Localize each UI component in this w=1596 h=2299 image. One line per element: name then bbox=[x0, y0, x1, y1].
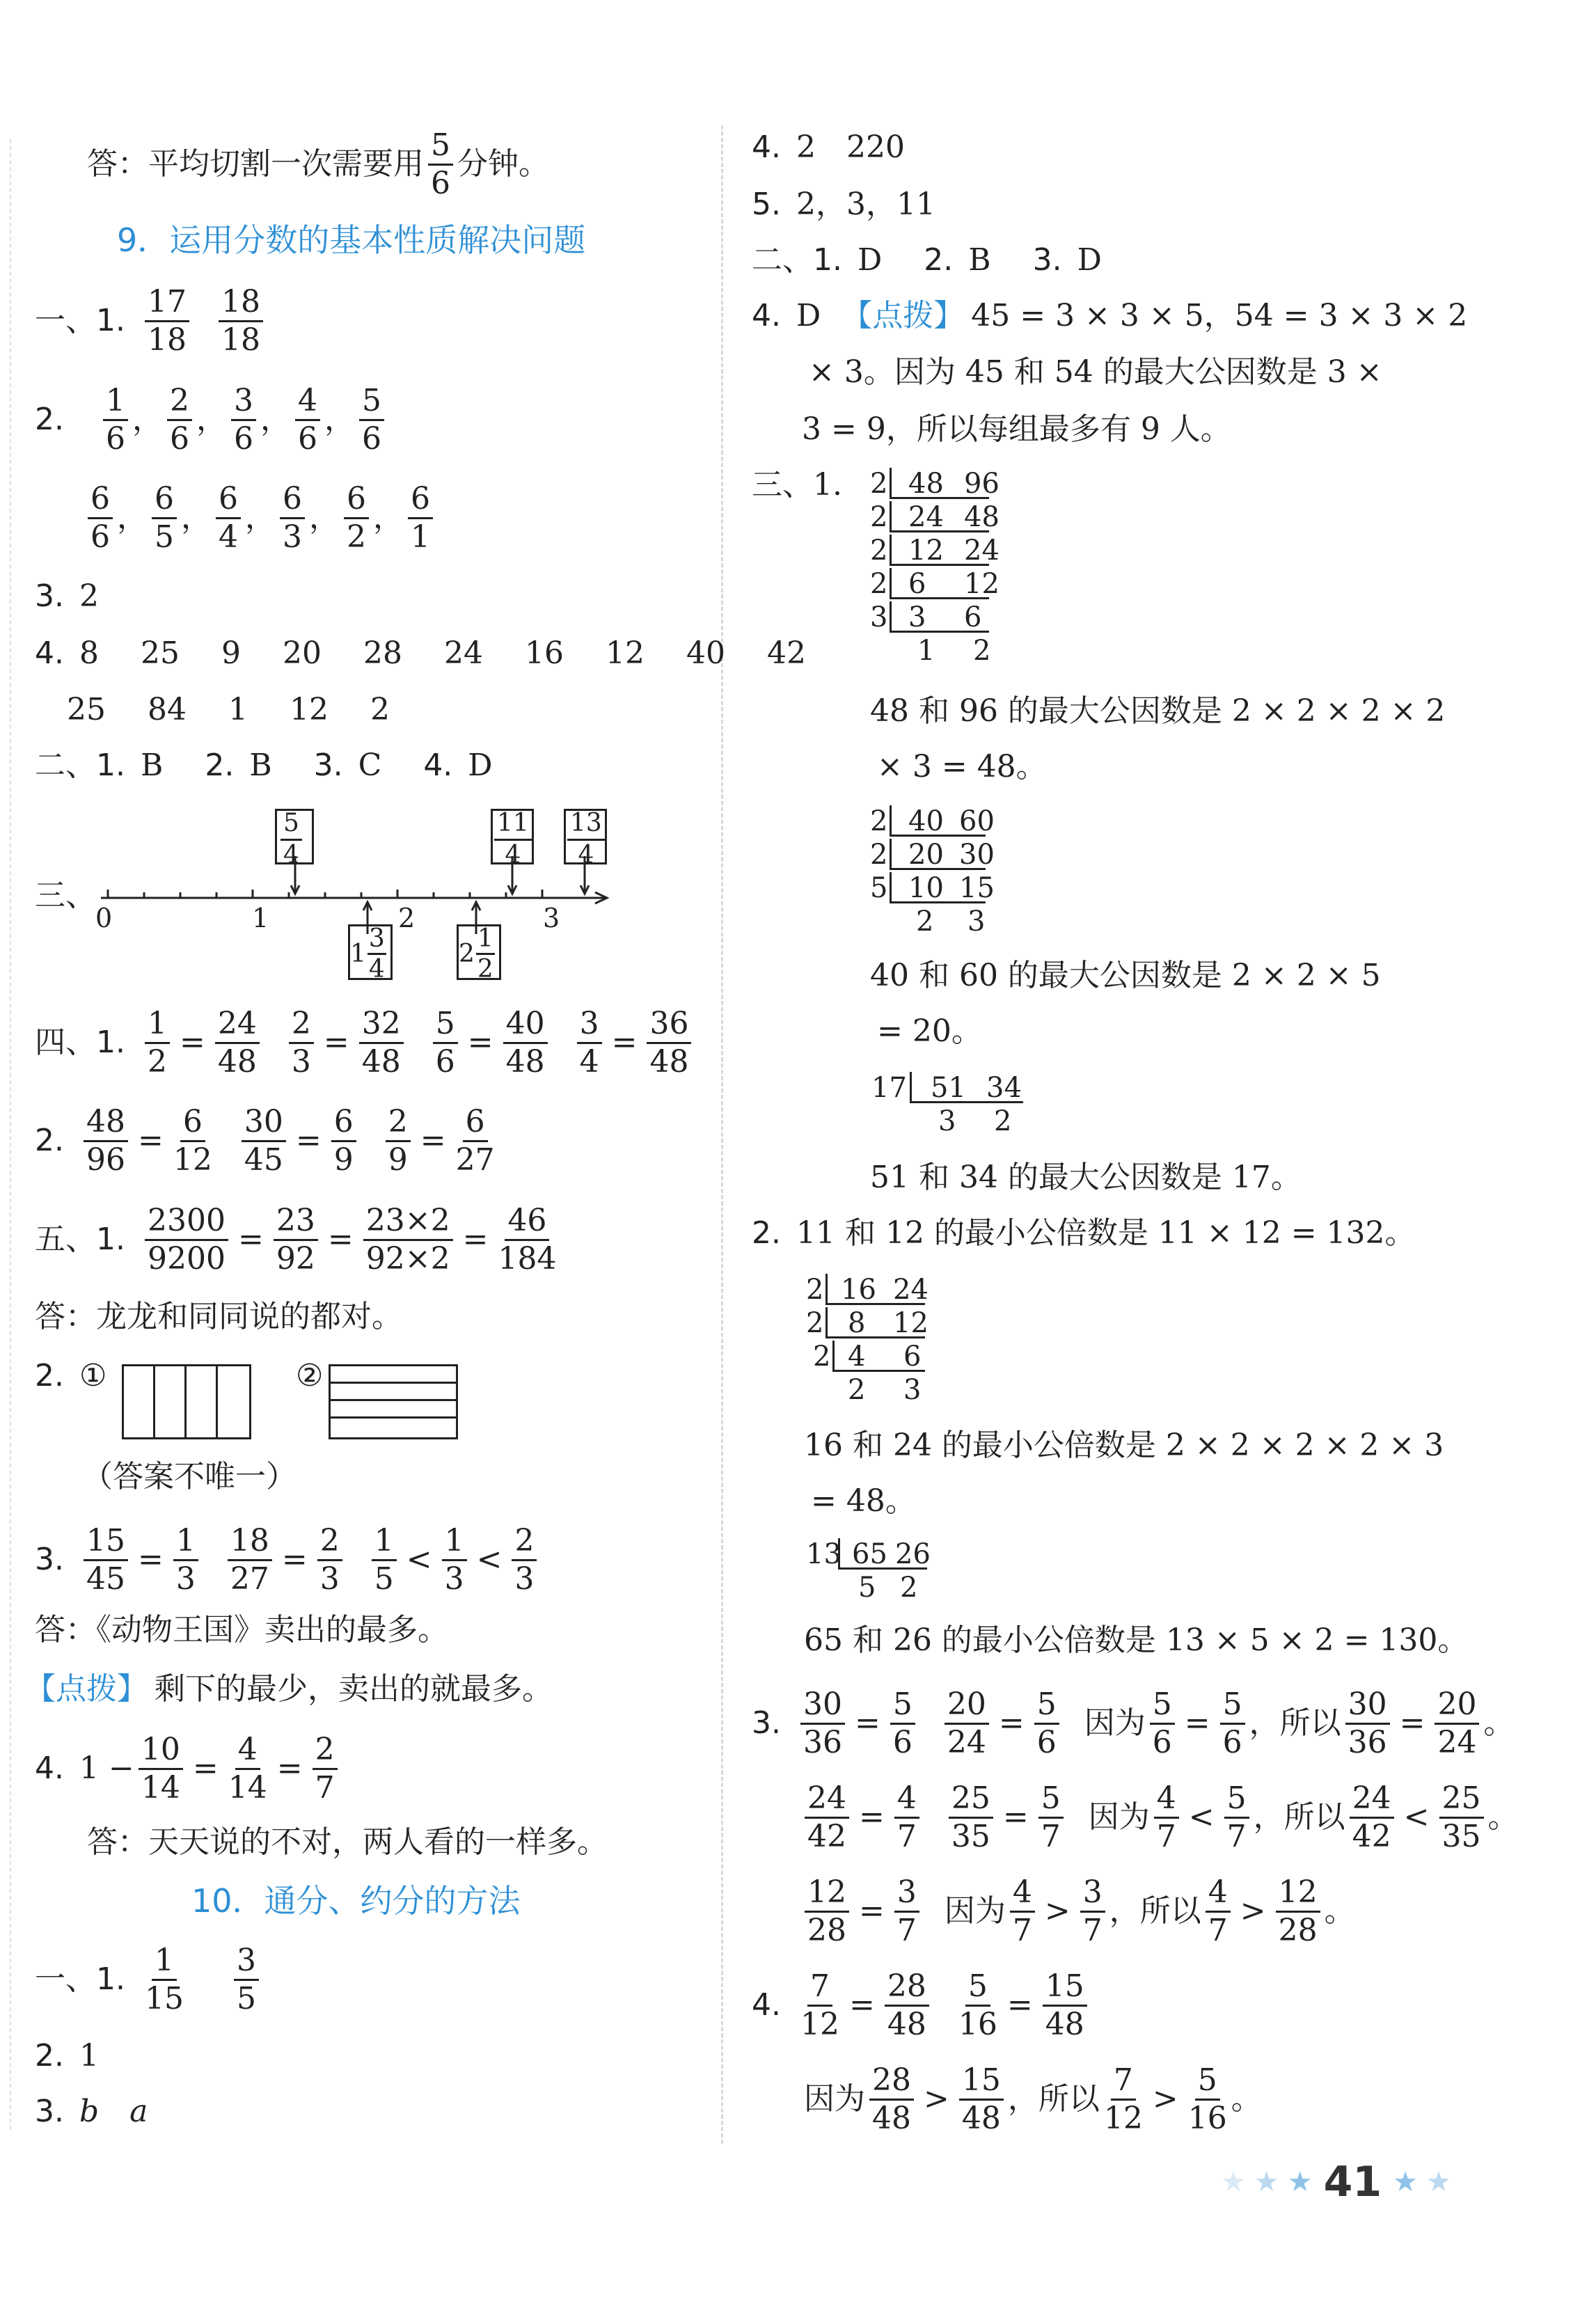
page-number: 41 bbox=[1323, 2158, 1382, 2206]
tip-1: 【点拨】 剩下的最少，卖出的就最多。 bbox=[25, 1671, 553, 1707]
tick-label-2: 2 bbox=[398, 903, 416, 933]
star-icon: ★ bbox=[1425, 2166, 1451, 2198]
label-13-4: $\frac{13}{4}$ bbox=[563, 810, 609, 869]
r-q4: 4. 2 220 bbox=[752, 129, 905, 165]
q2-choices: 二、1. B 2. B 3. C 4. D bbox=[35, 748, 493, 783]
r-lcm-65-26: 65 和 26 的最小公倍数是 13 × 5 × 2 = 130。 bbox=[804, 1622, 1469, 1658]
q5-1-answer: 答：龙龙和同同说的都对。 bbox=[35, 1299, 402, 1334]
split-line bbox=[153, 1364, 155, 1437]
s10-q1-1: 一、1. $\frac{1}{15}$ $\frac{3}{5}$ bbox=[35, 1944, 263, 2015]
split-line bbox=[216, 1364, 218, 1437]
r-q3-3c: $\frac{12}{28}$ = $\frac{3}{7}$ 因为 $\frac{4}{7}$ > $\frac{3}{7}$ ，所以 $\frac{4}{7}$ > $\frac{12}{28}$ 。 bbox=[800, 1876, 1355, 1947]
s10-q3: 3. b a bbox=[35, 2094, 148, 2129]
q1-2b: $\frac{6}{6}$ ， $\frac{6}{5}$ ， $\frac{6}{4}$ ， $\frac{6}{3}$ ， $\frac{6}{2}$ ， $\frac{6}{1}$ bbox=[84, 482, 437, 553]
s10-q2: 2. 1 bbox=[35, 2038, 99, 2073]
r-q4-tip-b: × 3。因为 45 和 54 的最大公因数是 3 × bbox=[809, 354, 1382, 390]
q1-1: 一、1. $\frac{17}{18}$ $\frac{18}{18}$ bbox=[35, 285, 267, 356]
r-q3-4a: 4. $\frac{7}{12}$ = $\frac{28}{48}$ $\frac{5}{16}$ = $\frac{15}{48}$ bbox=[752, 1970, 1091, 2041]
split-line bbox=[329, 1382, 456, 1384]
q1-3: 3. 2 bbox=[35, 578, 99, 614]
q5-3: 3. $\frac{15}{45}$ = $\frac{1}{3}$ $\frac{18}{27}$ = $\frac{2}{3}$ $\frac{1}{5}$ < $\frac{1}{3}$ < $\frac{2}{3}$ bbox=[35, 1524, 541, 1595]
label-2-1-2: 2 $\frac{1}{2}$ bbox=[459, 924, 493, 983]
q5-4: 4. 1 − $\frac{10}{14}$ = $\frac{4}{14}$ = $\frac{2}{7}$ bbox=[35, 1733, 342, 1804]
r-gcf-40-60-b: = 20。 bbox=[877, 1013, 982, 1049]
q5-2-note: （答案不唯一） bbox=[82, 1459, 297, 1494]
q4-1: 四、1. $\frac{1}{2}$ = $\frac{24}{48}$ $\frac{2}{3}$ = $\frac{32}{48}$ $\frac{5}{6}$ = $\frac{40}{48}$ $\frac{3}{4}$ = $\frac{36}{48}$ bbox=[35, 1007, 695, 1078]
q5-1: 五、1. $\frac{2300}{9200}$ = $\frac{23}{92}$ = $\frac{23\times 2}{92\times 2}$ = $\frac{46}{184}$ bbox=[35, 1203, 557, 1277]
q5-2-label: 2. ① bbox=[35, 1358, 107, 1393]
q5-2-label-b: ② bbox=[296, 1358, 324, 1393]
split-line bbox=[329, 1416, 456, 1419]
section-9-title: 9．运用分数的基本性质解决问题 bbox=[117, 221, 586, 259]
star-icon: ★ bbox=[1393, 2166, 1418, 2198]
r-lcm-16-24-b: = 48。 bbox=[811, 1483, 916, 1519]
q1-4b: 25 84 1 12 2 bbox=[67, 692, 390, 727]
star-icon: ★ bbox=[1254, 2166, 1279, 2198]
star-icon: ★ bbox=[1287, 2166, 1313, 2198]
tick-label-0: 0 bbox=[95, 903, 113, 933]
q1-2a: 2. $\frac{1}{6}$ ， $\frac{2}{6}$ ， $\frac{3}{6}$ ， $\frac{4}{6}$ ， $\frac{5}{6}$ bbox=[35, 384, 388, 455]
q1-4a: 4. 8 25 9 20 28 24 16 12 40 42 bbox=[35, 635, 806, 671]
r-gcf-51-34: 51 和 34 的最大公因数是 17。 bbox=[870, 1160, 1302, 1195]
r-lcm-16-24-a: 16 和 24 的最小公倍数是 2 × 2 × 2 × 2 × 3 bbox=[804, 1428, 1444, 1463]
split-line bbox=[184, 1364, 187, 1437]
r-q3-4b: 因为 $\frac{28}{48}$ > $\frac{15}{48}$ ，所以 $\frac{7}{12}$ > $\frac{5}{16}$ 。 bbox=[804, 2062, 1262, 2136]
r-q3-label: 三、1. bbox=[752, 467, 842, 503]
answer-cut-time: 答：平均切割一次需要用 $\frac{5}{6}$ 分钟。 bbox=[87, 127, 549, 201]
r-gcf-48-96-b: × 3 = 48。 bbox=[877, 749, 1047, 784]
tick-label-3: 3 bbox=[543, 903, 560, 933]
split-line bbox=[329, 1399, 456, 1401]
r-q3-3b: $\frac{24}{42}$ = $\frac{4}{7}$ $\frac{25}{35}$ = $\frac{5}{7}$ 因为 $\frac{4}{7}$ < $\frac{5}{7}$ ，所以 $\frac{24}{42}$ < $\frac{25}{35}$ 。 bbox=[800, 1782, 1519, 1853]
r-choices: 二、1. D 2. B 3. D bbox=[752, 242, 1102, 278]
margin-line bbox=[10, 139, 11, 2130]
r-gcf-40-60-a: 40 和 60 的最大公因数是 2 × 2 × 5 bbox=[870, 958, 1381, 993]
label-1-3-4: 1 $\frac{3}{4}$ bbox=[350, 924, 385, 983]
q4-2: 2. $\frac{48}{96}$ = $\frac{6}{12}$ $\frac{30}{45}$ = $\frac{6}{9}$ $\frac{2}{9}$ = $\frac{6}{27}$ bbox=[35, 1104, 495, 1178]
rect-horizontal-split bbox=[329, 1364, 458, 1439]
label-11-4: $\frac{11}{4}$ bbox=[490, 810, 536, 869]
q5-3-answer: 答：《动物王国》卖出的最多。 bbox=[35, 1612, 448, 1648]
r-q4-tip: 4. D 【点拨】 45 = 3 × 3 × 5，54 = 3 × 3 × 2 bbox=[752, 298, 1468, 333]
r-q3-2: 2. 11 和 12 的最小公倍数是 11 × 12 = 132。 bbox=[752, 1215, 1416, 1251]
tick-label-1: 1 bbox=[252, 903, 269, 933]
column-divider bbox=[721, 125, 723, 2144]
r-q5: 5. 2，3，11 bbox=[752, 187, 935, 222]
q3-label: 三、 bbox=[35, 878, 96, 913]
q5-4-answer: 答：天天说的不对，两人看的一样多。 bbox=[87, 1824, 608, 1860]
section-10-title: 10．通分、约分的方法 bbox=[191, 1882, 521, 1920]
page-footer bbox=[1217, 2158, 1455, 2206]
r-q4-tip-c: 3 = 9，所以每组最多有 9 人。 bbox=[802, 411, 1231, 447]
star-icon: ★ bbox=[1221, 2166, 1246, 2198]
r-gcf-48-96-a: 48 和 96 的最大公因数是 2 × 2 × 2 × 2 bbox=[870, 693, 1446, 729]
r-q3-3a: 3. $\frac{30}{36}$ = $\frac{5}{6}$ $\frac{20}{24}$ = $\frac{5}{6}$ 因为 $\frac{5}{6}$ = $\frac{5}{6}$ ，所以 $\frac{30}{36}$ = $\frac{20}{24}$ 。 bbox=[752, 1686, 1515, 1760]
label-5-4: $\frac{5}{4}$ bbox=[276, 810, 306, 869]
rect-vertical-split bbox=[122, 1364, 251, 1439]
